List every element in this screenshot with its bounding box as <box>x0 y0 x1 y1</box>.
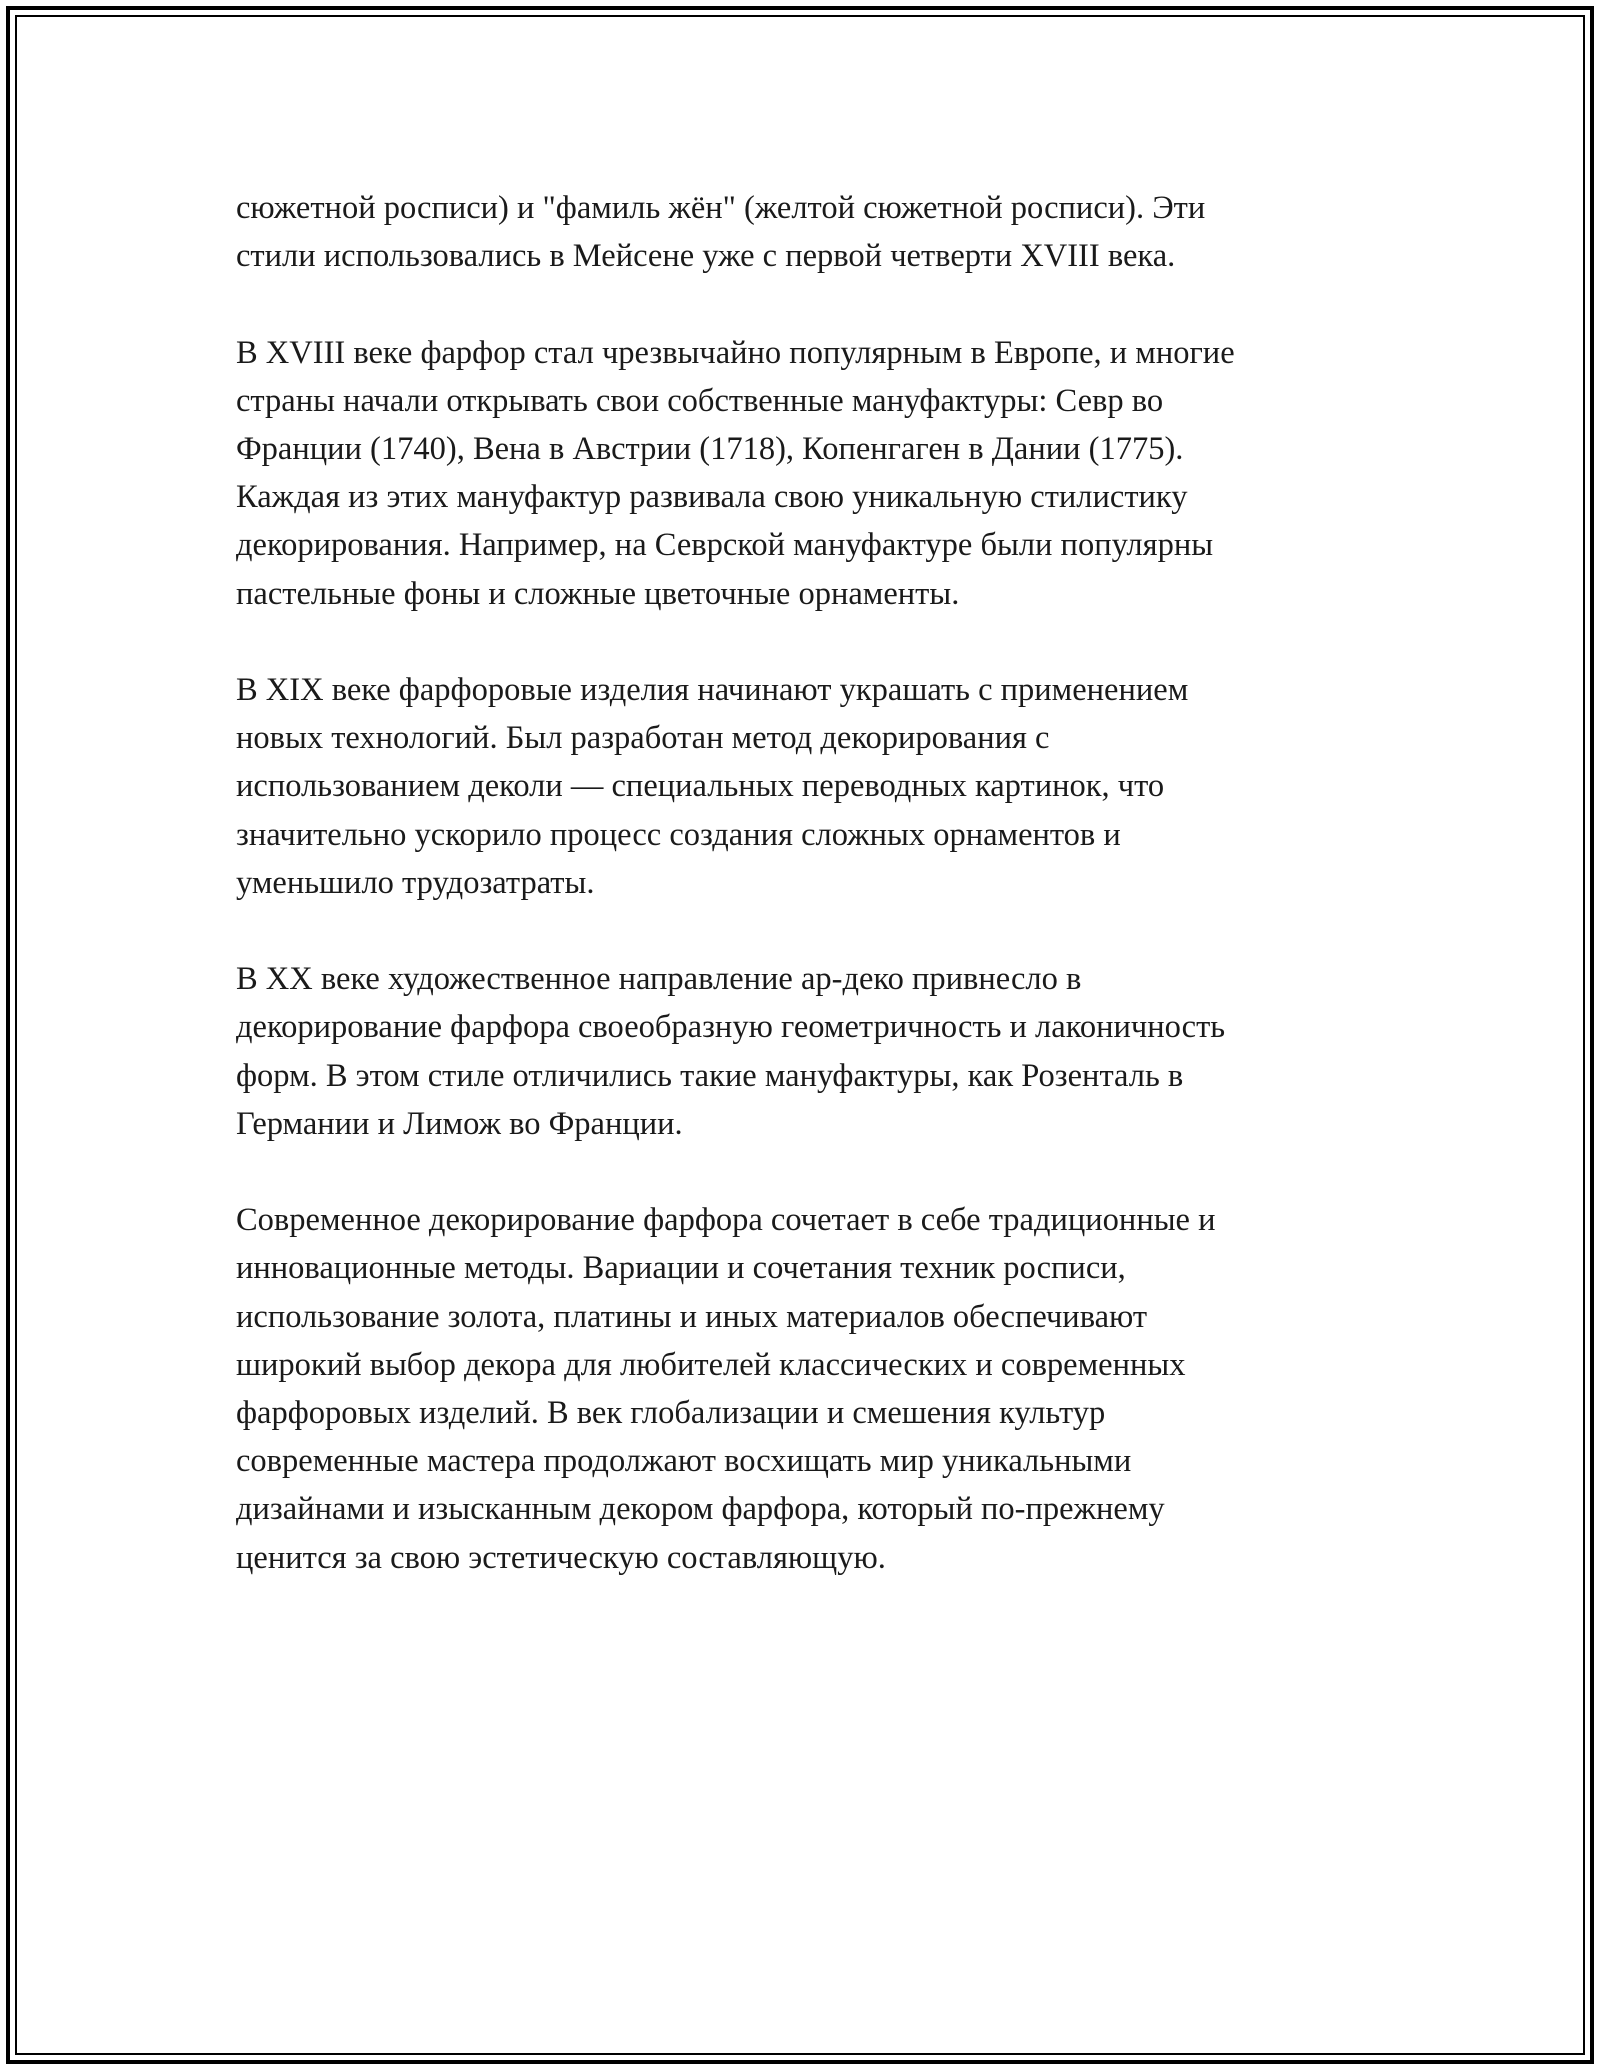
document-body <box>236 184 1416 1630</box>
paragraph-4: В XX веке художественное направление ар-деко привнесло в декорирование фарфора своеобразную геометричность и лаконичность форм. В этом стиле отличились такие мануфактуры, как Розенталь в Германии и Лимож во Франции. <box>236 961 1226 1142</box>
paragraph-5: Современное декорирование фарфора сочетает в себе традиционные и инновационные методы. Вариации и сочетания техник росписи, использование золота, платины и иных материалов обеспечивают широкий выбор декора для любителей классических и современных фарфоровых изделий. В век глобализации и смешения культур современные мастера продолжают восхищать мир уникальными дизайнами и изысканным декором фарфора, который по-прежнему ценится за свою эстетическую составляющую. <box>236 1202 1216 1576</box>
paragraph-1: сюжетной росписи) и "фамиль жён" (желтой сюжетной росписи). Эти стили использовались в Мейсене уже с первой четверти XVIII века. <box>236 190 1206 275</box>
paragraph-2: В XVIII веке фарфор стал чрезвычайно популярным в Европе, и многие страны начали открывать свои собственные мануфактуры: Севр во Франции (1740), Вена в Австрии (1718), Копенгаген в Дании (1775). Каждая из этих мануфактур развивала свою уникальную стилистику декорирования. Например, на Севрской мануфактуре были популярны пастельные фоны и сложные цветочные орнаменты. <box>236 334 1235 612</box>
paragraph-3: В XIX веке фарфоровые изделия начинают украшать с применением новых технологий. Был разработан метод декорирования с использованием деколи — специальных переводных картинок, что значительно ускорило процесс создания сложных орнаментов и уменьшило трудозатраты. <box>236 672 1189 901</box>
